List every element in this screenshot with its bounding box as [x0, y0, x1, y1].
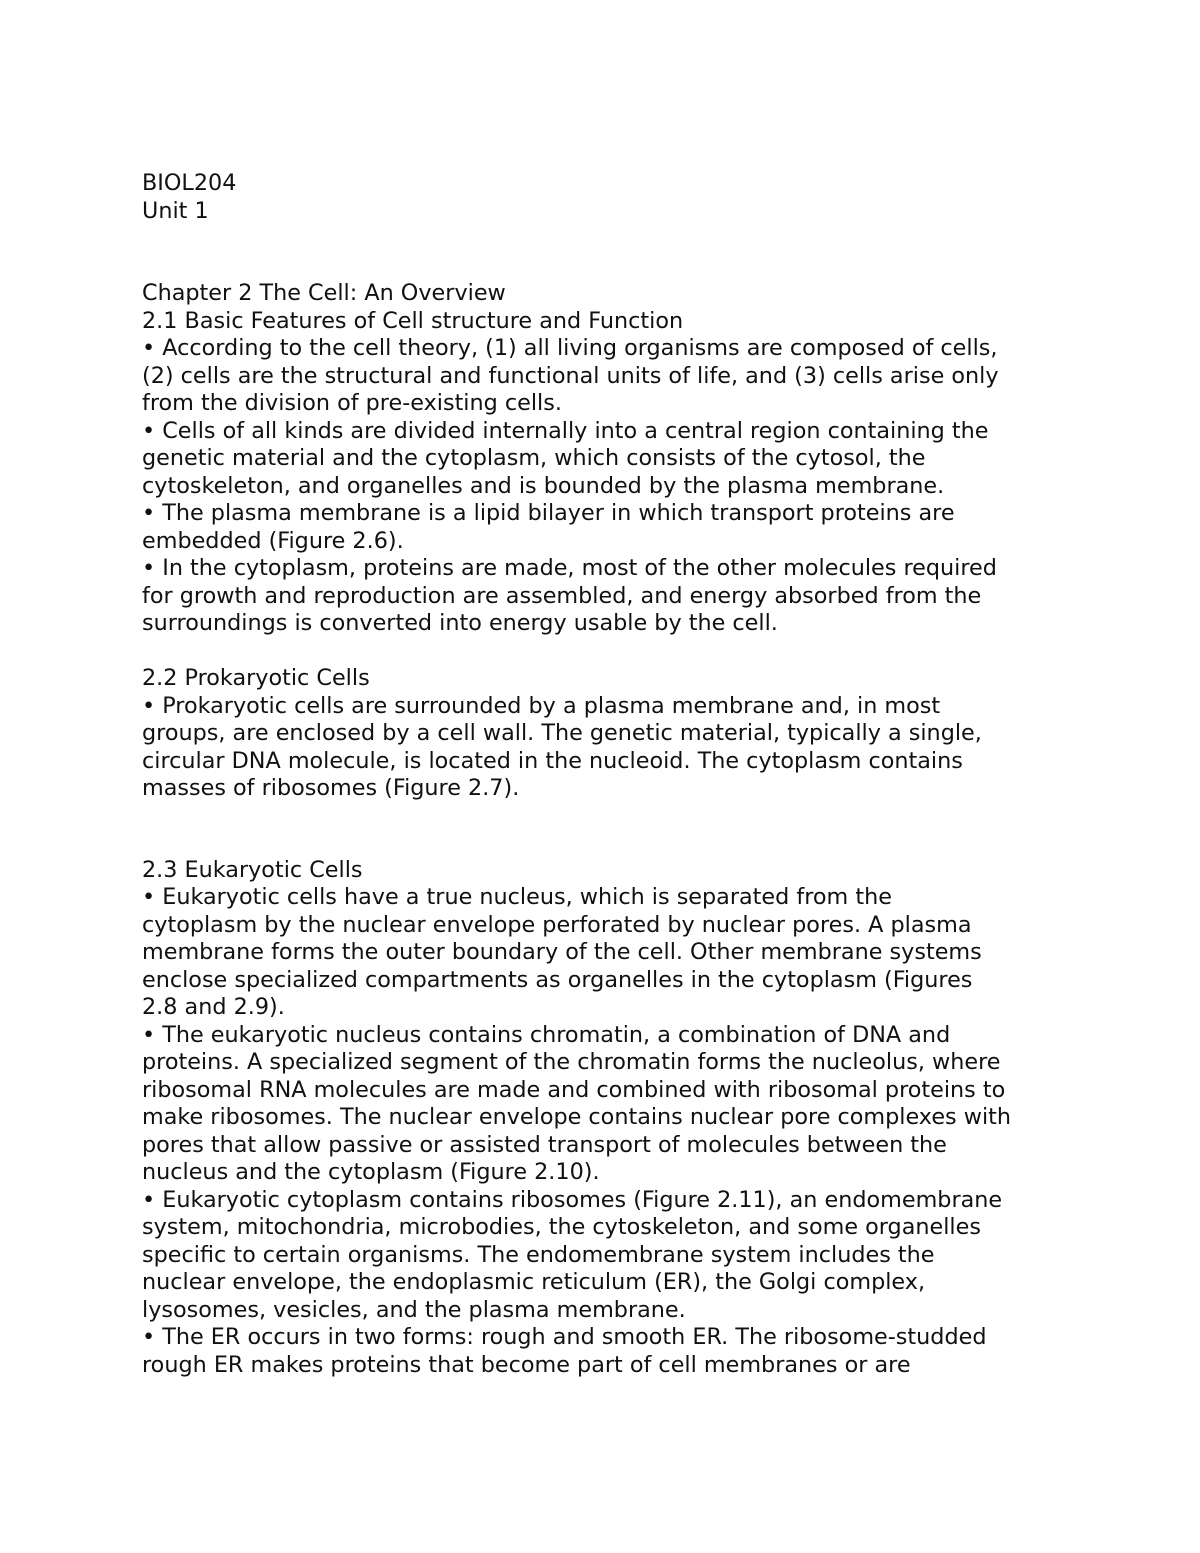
body-line: • According to the cell theory, (1) all living organisms are composed of cells,: [142, 335, 998, 361]
body-line: pores that allow passive or assisted transport of molecules between the: [142, 1131, 947, 1158]
unit-label: Unit 1: [142, 197, 209, 224]
body-line: groups, are enclosed by a cell wall. The genetic material, typically a single,: [142, 720, 982, 746]
body-line: rough ER makes proteins that become part of cell membranes or are: [142, 1351, 911, 1378]
body-line: cytoplasm by the nuclear envelope perforated by nuclear pores. A plasma: [142, 911, 972, 938]
section-body: [142, 884, 1072, 1379]
body-line: • Eukaryotic cytoplasm contains ribosomes (Figure 2.11), an endomembrane: [142, 1186, 1003, 1213]
course-code: BIOL204: [142, 170, 237, 196]
spacer: [142, 803, 1072, 857]
section-2-1: [142, 308, 1072, 638]
body-line: 2.8 and 2.9).: [142, 994, 285, 1020]
section-heading: 2.3 Eukaryotic Cells: [142, 856, 363, 883]
body-line: genetic material and the cytoplasm, which consists of the cytosol, the: [142, 445, 926, 471]
body-line: make ribosomes. The nuclear envelope contains nuclear pore complexes with: [142, 1104, 1012, 1130]
body-line: circular DNA molecule, is located in the nucleoid. The cytoplasm contains: [142, 747, 963, 774]
body-line: proteins. A specialized segment of the chromatin forms the nucleolus, where: [142, 1049, 1001, 1075]
body-line: • The plasma membrane is a lipid bilayer in which transport proteins are: [142, 500, 955, 526]
section-heading: 2.2 Prokaryotic Cells: [142, 665, 370, 691]
body-line: • Prokaryotic cells are surrounded by a plasma membrane and, in most: [142, 692, 941, 719]
body-line: • In the cytoplasm, proteins are made, most of the other molecules required: [142, 555, 997, 581]
spacer: [142, 638, 1072, 666]
body-line: for growth and reproduction are assembled, and energy absorbed from the: [142, 582, 982, 609]
body-line: • The ER occurs in two forms: rough and smooth ER. The ribosome-studded: [142, 1324, 987, 1350]
body-line: membrane forms the outer boundary of the cell. Other membrane systems: [142, 939, 982, 965]
section-2-3: [142, 857, 1072, 1380]
body-line: nuclear envelope, the endoplasmic reticulum (ER), the Golgi complex,: [142, 1269, 926, 1295]
section-body: [142, 335, 1072, 638]
body-line: cytoskeleton, and organelles and is bounded by the plasma membrane.: [142, 472, 945, 499]
body-line: nucleus and the cytoplasm (Figure 2.10).: [142, 1159, 600, 1185]
body-line: • The eukaryotic nucleus contains chromatin, a combination of DNA and: [142, 1021, 951, 1048]
document-page: [142, 170, 1072, 1379]
body-line: • Eukaryotic cells have a true nucleus, which is separated from the: [142, 884, 892, 910]
section-heading: 2.1 Basic Features of Cell structure and Function: [142, 307, 684, 334]
body-line: from the division of pre-existing cells.: [142, 390, 562, 416]
body-line: (2) cells are the structural and functional units of life, and (3) cells arise only: [142, 362, 999, 389]
body-line: ribosomal RNA molecules are made and combined with ribosomal proteins to: [142, 1076, 1006, 1103]
body-line: embedded (Figure 2.6).: [142, 527, 404, 554]
body-line: • Cells of all kinds are divided internally into a central region containing the: [142, 417, 989, 444]
body-line: system, mitochondria, microbodies, the cytoskeleton, and some organelles: [142, 1214, 981, 1240]
section-body: [142, 693, 1072, 803]
body-line: specific to certain organisms. The endomembrane system includes the: [142, 1241, 935, 1268]
spacer: [142, 225, 1072, 280]
body-line: masses of ribosomes (Figure 2.7).: [142, 775, 520, 801]
chapter-title: Chapter 2 The Cell: An Overview: [142, 280, 506, 306]
body-line: lysosomes, vesicles, and the plasma membrane.: [142, 1296, 686, 1323]
body-line: surroundings is converted into energy usable by the cell.: [142, 610, 778, 636]
body-line: enclose specialized compartments as organelles in the cytoplasm (Figures: [142, 966, 973, 993]
section-2-2: [142, 665, 1072, 803]
